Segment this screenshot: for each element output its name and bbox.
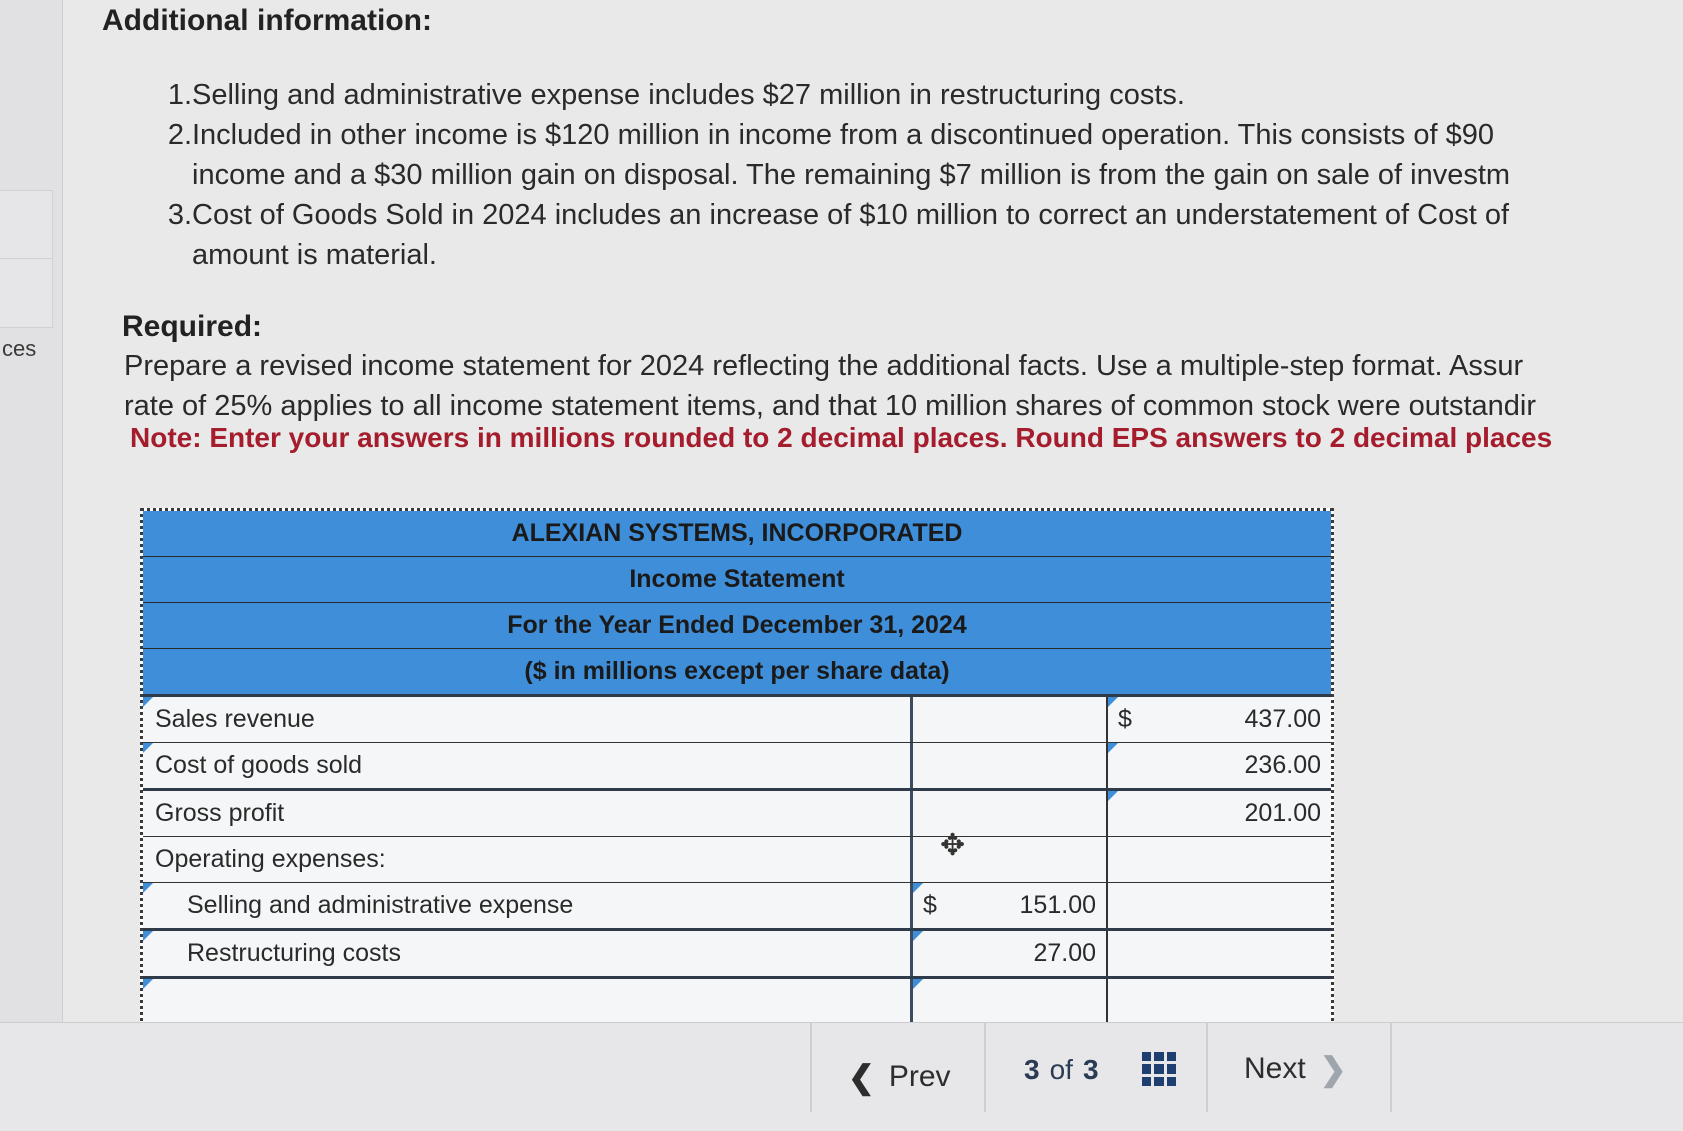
amount-value: 27.00 — [1033, 939, 1096, 967]
amount-input-col3[interactable] — [1108, 883, 1331, 928]
page-indicator — [1024, 1054, 1099, 1086]
amount-input-col2[interactable] — [913, 743, 1108, 788]
input-marker-icon — [1108, 697, 1118, 707]
divider — [810, 1022, 812, 1112]
table-row — [143, 791, 1331, 837]
current-page: 3 — [1024, 1054, 1040, 1085]
amount-input-col3[interactable] — [1108, 931, 1331, 976]
amount-input-col3[interactable] — [1108, 743, 1331, 788]
row-label-input[interactable] — [143, 697, 913, 742]
row-label: Operating expenses: — [155, 845, 386, 873]
amount-value: 236.00 — [1244, 751, 1321, 779]
table-row — [143, 979, 1331, 1027]
currency-symbol: $ — [1118, 705, 1132, 733]
required-instructions: Prepare a revised income statement for 2024 reflecting the additional facts. Use a multiple-step format. Assur rate of 25% applies to all income statement items, and that 10 million shares of common stock were outstandir — [124, 350, 1537, 422]
income-statement-table — [140, 508, 1334, 1027]
divider — [984, 1022, 986, 1112]
page-of-label: of — [1049, 1054, 1073, 1085]
chevron-left-icon: ❮ — [848, 1059, 875, 1095]
list-number: 2. — [167, 119, 192, 151]
row-label: Selling and administrative expense — [187, 891, 574, 919]
input-marker-icon — [913, 883, 923, 893]
row-label: Cost of goods sold — [155, 751, 363, 779]
required-note: Note: Enter your answers in millions rounded to 2 decimal places. Round EPS answers to 2 decimal places — [130, 422, 1553, 453]
input-marker-icon — [913, 931, 923, 941]
list-number: 1. — [167, 79, 192, 111]
list-item — [150, 75, 1683, 115]
input-marker-icon — [143, 743, 153, 753]
amount-value: 201.00 — [1244, 799, 1321, 827]
statement-title: Income Statement — [143, 557, 1331, 603]
prev-label: Prev — [888, 1060, 951, 1093]
currency-symbol: $ — [923, 891, 937, 919]
left-sidebar — [0, 0, 63, 1130]
list-number: 3. — [167, 199, 192, 231]
input-marker-icon — [143, 697, 153, 707]
amount-value: 437.00 — [1244, 705, 1321, 733]
input-marker-icon — [143, 979, 153, 989]
row-label: Restructuring costs — [187, 939, 401, 967]
input-marker-icon — [1108, 791, 1118, 801]
row-label: Sales revenue — [155, 705, 315, 733]
sidebar-box[interactable] — [0, 258, 53, 328]
row-label-input[interactable] — [143, 979, 913, 1024]
row-label-input[interactable] — [143, 837, 913, 882]
row-label-input[interactable] — [143, 743, 913, 788]
total-pages: 3 — [1082, 1054, 1099, 1085]
amount-input-col3[interactable] — [1108, 979, 1331, 1024]
input-marker-icon — [1108, 743, 1118, 753]
row-label: Gross profit — [155, 799, 285, 827]
row-label-input[interactable] — [143, 883, 913, 928]
list-item — [150, 115, 1683, 195]
input-marker-icon — [913, 979, 923, 989]
list-item — [150, 195, 1683, 275]
table-row — [143, 743, 1331, 791]
statement-units: ($ in millions except per share data) — [143, 649, 1331, 697]
list-text: Cost of Goods Sold in 2024 includes an increase of $10 million to correct an understatement of Cost of amount is material. — [192, 199, 1510, 271]
amount-input-col2[interactable] — [913, 979, 1108, 1024]
row-label-input[interactable] — [143, 791, 913, 836]
grid-icon[interactable] — [1142, 1052, 1176, 1086]
required-heading: Required: — [122, 310, 263, 343]
amount-input-col2[interactable] — [913, 697, 1108, 742]
divider — [1206, 1022, 1208, 1112]
list-text: Included in other income is $120 million in income from a discontinued operation. This consists of $90 income and a $30 million gain on disposal. The remaining $7 million is from the gain on sale of investm — [192, 119, 1511, 191]
prev-button[interactable] — [848, 1058, 951, 1096]
row-label-input[interactable] — [143, 931, 913, 976]
move-cursor-icon: ✥ — [940, 829, 966, 862]
chevron-right-icon: ❯ — [1319, 1051, 1347, 1087]
sidebar-fragment-label: ces — [2, 336, 37, 361]
amount-input-col2[interactable] — [913, 883, 1108, 928]
company-name: ALEXIAN SYSTEMS, INCORPORATED — [143, 511, 1331, 557]
sidebar-box[interactable] — [0, 190, 53, 260]
additional-info-heading: Additional information: — [102, 4, 432, 37]
table-row — [143, 697, 1331, 743]
input-marker-icon — [143, 931, 153, 941]
amount-input-col2[interactable] — [913, 931, 1108, 976]
footer-nav-bar — [0, 1022, 1683, 1131]
list-text: Selling and administrative expense includes $27 million in restructuring costs. — [192, 79, 1185, 111]
table-row — [143, 837, 1331, 883]
amount-value: 151.00 — [1019, 891, 1096, 919]
amount-input-col3[interactable] — [1108, 791, 1331, 836]
input-marker-icon — [143, 883, 153, 893]
amount-input-col3[interactable] — [1108, 837, 1331, 882]
statement-period: For the Year Ended December 31, 2024 — [143, 603, 1331, 649]
next-label: Next — [1244, 1052, 1306, 1085]
additional-info-list — [150, 75, 1683, 275]
next-button[interactable] — [1244, 1050, 1347, 1088]
amount-input-col3[interactable] — [1108, 697, 1331, 742]
table-row — [143, 883, 1331, 931]
divider — [1390, 1022, 1392, 1112]
table-row — [143, 931, 1331, 979]
